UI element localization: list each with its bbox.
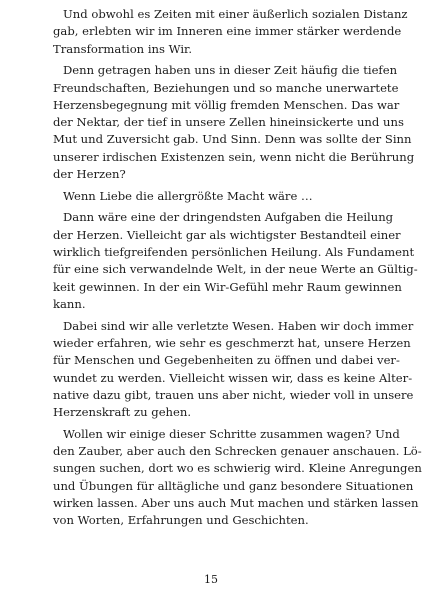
text-line: unserer irdischen Existenzen sein, wenn nicht die Berührung	[53, 149, 415, 164]
text-line: Dabei sind wir alle verletzte Wesen. Haben wir doch immer	[63, 318, 414, 333]
text-line: Dann wäre eine der dringendsten Aufgaben die Heilung	[63, 210, 394, 225]
text-line: Und obwohl es Zeiten mit einer äußerlich sozialen Distanz	[63, 7, 408, 21]
paragraph	[53, 318, 414, 422]
text-line: den Zauber, aber auch den Schrecken genauer anschauen. Lö-	[53, 444, 422, 459]
text-line: Denn getragen haben uns in dieser Zeit häufig die tiefen	[63, 63, 398, 78]
text-line: Wenn Liebe die allergrößte Macht wäre …	[63, 188, 313, 203]
text-line: sungen suchen, dort wo es schwierig wird. Kleine Anregungen	[53, 461, 422, 476]
text-line: wundet zu werden. Vielleicht wissen wir, dass es keine Alter-	[53, 370, 413, 385]
text-line: und Übungen für alltägliche und ganz besondere Situationen	[53, 478, 414, 493]
text-line: der Herzen?	[53, 167, 126, 182]
paragraph	[53, 188, 371, 205]
page-number: 15	[204, 573, 218, 586]
text-line: wirken lassen. Aber uns auch Mut machen und stärken lassen	[53, 495, 419, 510]
text-line: Herzensbegegnung mit völlig fremden Menschen. Das war	[53, 97, 400, 112]
paragraph	[53, 6, 408, 58]
text-line: kann.	[53, 296, 86, 311]
text-line: keit gewinnen. In der ein Wir-Gefühl mehr Raum gewinnen	[53, 279, 402, 294]
text-line: der Herzen. Vielleicht gar als wichtigster Bestandteil einer	[53, 227, 401, 242]
body-text	[53, 6, 422, 534]
text-line: native dazu gibt, trauen uns aber nicht, wieder voll in unsere	[53, 387, 414, 402]
text-line: gab, erlebten wir im Inneren eine immer stärker werdende	[53, 24, 402, 39]
text-line: Transformation ins Wir.	[53, 41, 193, 56]
paragraph	[53, 209, 418, 313]
text-line: für eine sich verwandelnde Welt, in der neue Werte an Gültig-	[53, 262, 418, 277]
text-line: Freundschaften, Beziehungen und so manche unerwartete	[53, 80, 399, 95]
paragraph	[53, 426, 422, 530]
text-line: von Worten, Erfahrungen und Geschichten.	[53, 513, 309, 528]
text-line: wirklich tiefgreifenden persönlichen Heilung. Als Fundament	[53, 245, 415, 260]
text-line: Wollen wir einige dieser Schritte zusammen wagen? Und	[63, 426, 400, 441]
text-line: wieder erfahren, wie sehr es geschmerzt hat, unsere Herzen	[53, 335, 411, 350]
text-line: der Nektar, der tief in unsere Zellen hineinsickerte und uns	[53, 115, 404, 130]
text-line: Herzenskraft zu gehen.	[53, 405, 192, 420]
text-line: Mut und Zuversicht gab. Und Sinn. Denn was sollte der Sinn	[53, 132, 412, 147]
paragraph	[53, 62, 415, 183]
text-line: für Menschen und Gegebenheiten zu öffnen und dabei ver-	[53, 353, 400, 368]
